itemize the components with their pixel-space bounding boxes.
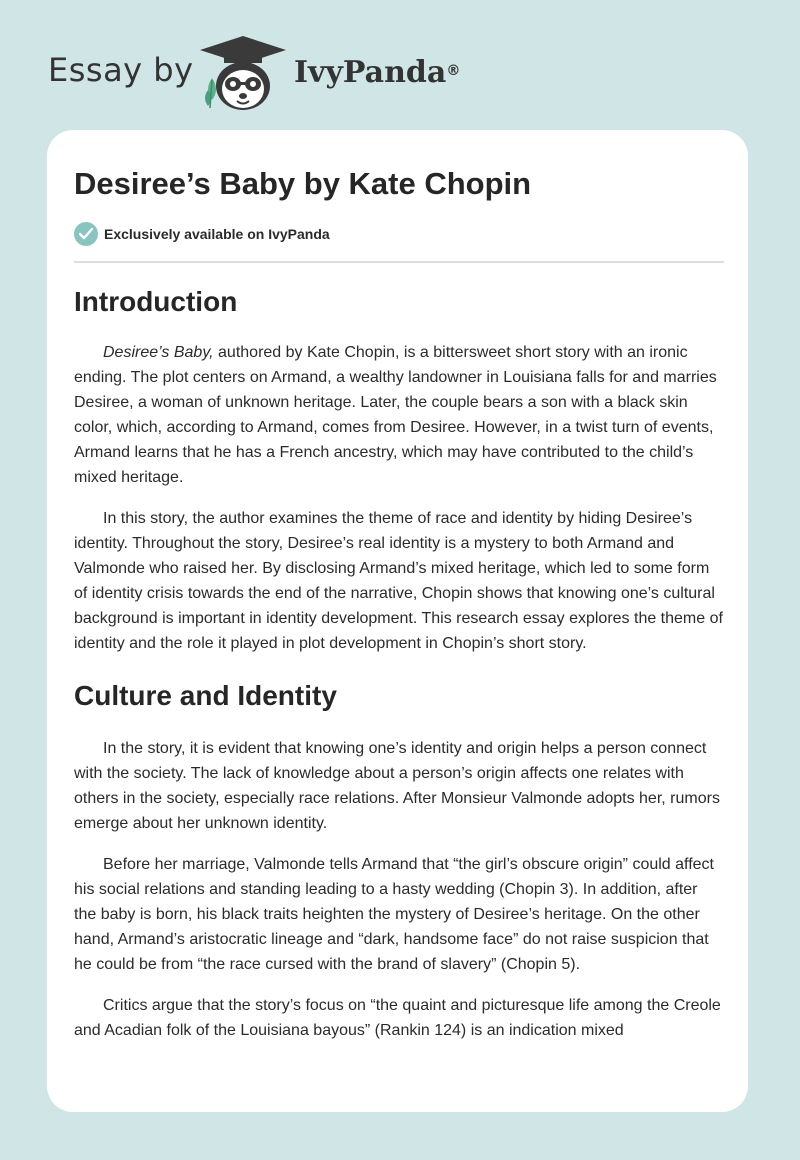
panda-graduate-icon[interactable] bbox=[198, 34, 288, 114]
paragraph-text: authored by Kate Chopin, is a bittersweet short story with an ironic ending. The plot centers on Armand, a wealthy landowner in Louisiana falls for and marries Desiree, a woman of unknown heritage. Later, the couple bears a son with a black skin color, which, according to Armand, comes from Desiree. However, in a twist turn of events, Armand learns that he has a French ancestry, which may have contributed to the child’s mixed heritage. bbox=[74, 344, 717, 486]
exclusive-badge-text: Exclusively available on IvyPanda bbox=[104, 226, 330, 242]
essay-card bbox=[47, 130, 748, 1112]
brand-name-text: IvyPanda bbox=[294, 55, 447, 90]
paragraph bbox=[74, 340, 724, 490]
paragraph: Before her marriage, Valmonde tells Armand that “the girl’s obscure origin” could affect his social relations and standing leading to a hasty wedding (Chopin 3). In addition, after the baby is born, his black traits heighten the mystery of Desiree’s heritage. On the other hand, Armand’s aristocratic lineage and “dark, handsome face” do not raise suspicion that he could be from “the race cursed with the brand of slavery” (Chopin 5). bbox=[74, 856, 714, 973]
title-divider bbox=[74, 261, 724, 263]
check-icon bbox=[74, 222, 98, 246]
exclusive-badge bbox=[74, 221, 330, 247]
essay-title: Desiree’s Baby by Kate Chopin bbox=[74, 166, 532, 201]
paragraph: In the story, it is evident that knowing one’s identity and origin helps a person connect with the society. The lack of knowledge about a person’s origin affects one relates with others in the society, especially race relations. After Monsieur Valmonde adopts her, rumors emerge about her unknown identity. bbox=[74, 740, 720, 832]
italic-title: Desiree’s Baby, bbox=[103, 344, 214, 361]
essay-body bbox=[74, 278, 724, 1059]
site-header bbox=[0, 0, 800, 130]
registered-mark: ® bbox=[446, 63, 461, 79]
section-heading-introduction: Introduction bbox=[74, 286, 238, 317]
section-heading-culture-identity: Culture and Identity bbox=[74, 680, 337, 711]
paragraph: In this story, the author examines the theme of race and identity by hiding Desiree’s identity. Throughout the story, Desiree’s real identity is a mystery to both Armand and Valmonde who raised her. By disclosing Armand’s mixed heritage, which led to some form of identity crisis towards the end of the narrative, Chopin shows that knowing one’s cultural background is important in identity development. This research essay explores the theme of identity and the role it played in plot development in Chopin’s short story. bbox=[74, 510, 723, 652]
brand-name[interactable] bbox=[294, 55, 460, 91]
essay-by-label: Essay by bbox=[48, 51, 194, 89]
paragraph: Critics argue that the story’s focus on “the quaint and picturesque life among the Creole and Acadian folk of the Louisiana bayous” (Rankin 124) is an indication mixed bbox=[74, 997, 721, 1039]
